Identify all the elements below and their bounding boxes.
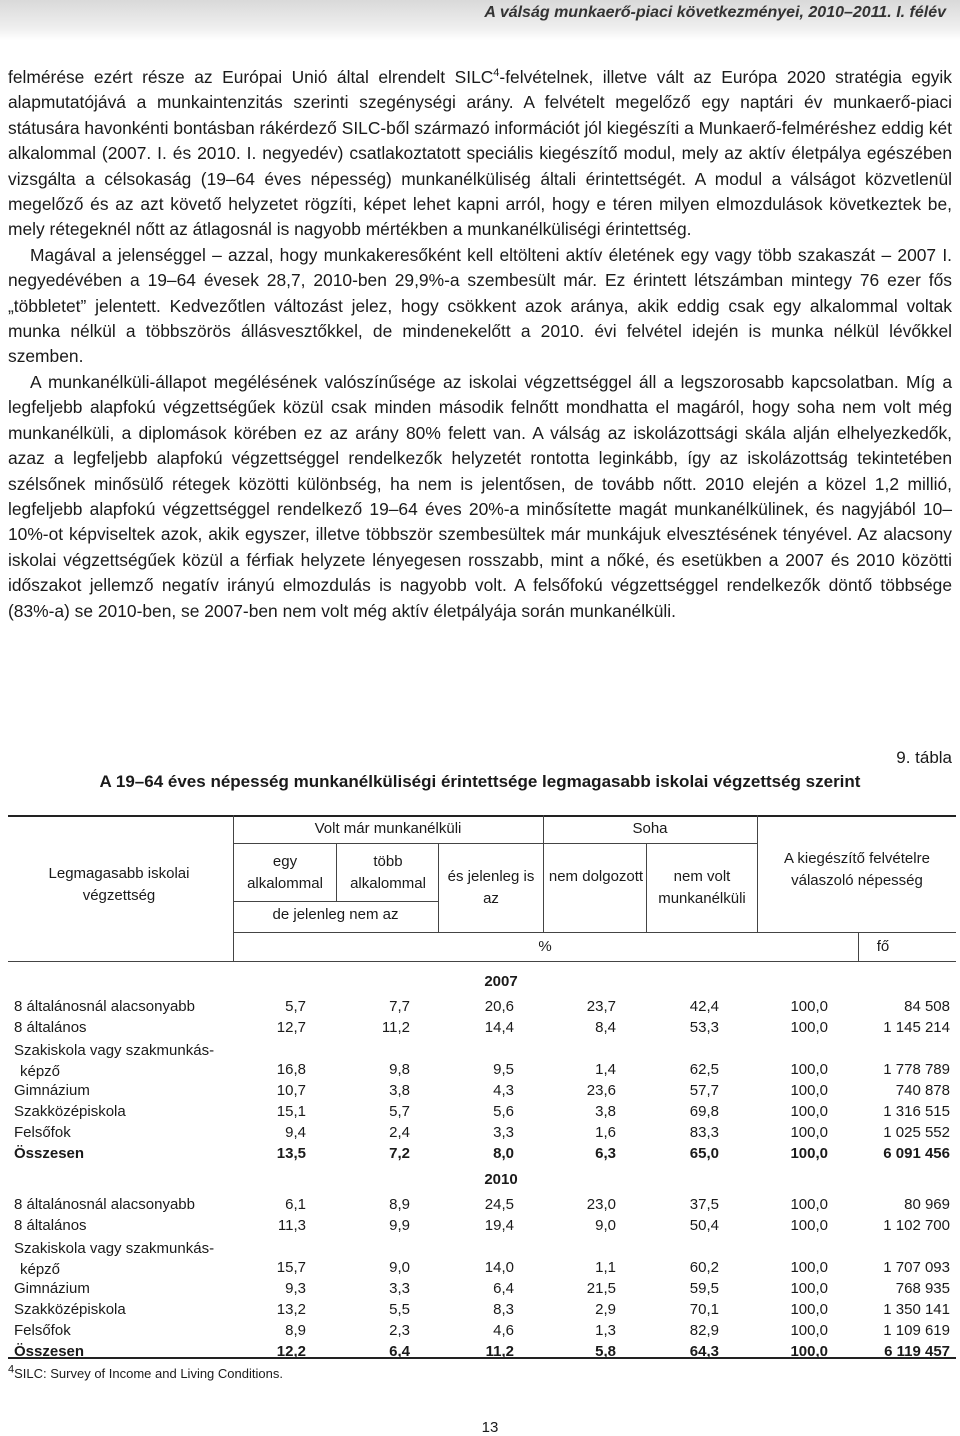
row-label: Összesen (14, 1145, 85, 1162)
table-cell: 14,4 (484, 1019, 514, 1036)
table-cell: 15,7 (276, 1259, 306, 1276)
table-cell: 100,0 (790, 1196, 828, 1213)
table-cell: 1 707 093 (883, 1259, 950, 1276)
year-label: 2007 (484, 973, 518, 990)
row-label: Szakiskola vagy szakmunkás- (14, 1240, 215, 1257)
table-cell: 100,0 (790, 1322, 828, 1339)
row-label-continued: képző (20, 1063, 61, 1080)
row-label: Felsőfok (14, 1124, 71, 1141)
footnote-mark: 4 (8, 1363, 15, 1376)
table-row (0, 1217, 960, 1238)
row-label: 8 általános (14, 1019, 87, 1036)
table-cell: 3,3 (493, 1124, 514, 1141)
header-unit-persons: fő (876, 938, 890, 955)
header-col-notwork: nem dolgozott (548, 868, 644, 885)
table-cell: 16,8 (276, 1061, 306, 1078)
table-cell: 100,0 (790, 1145, 828, 1162)
row-label: Gimnázium (14, 1280, 90, 1297)
header-divider (757, 815, 758, 932)
table-cell: 82,9 (689, 1322, 719, 1339)
header-col-now: és jelenleg is az (447, 868, 535, 907)
table-cell: 6,1 (285, 1196, 306, 1213)
table-cell: 5,6 (493, 1103, 514, 1120)
table-cell: 768 935 (895, 1280, 950, 1297)
table-cell: 5,7 (285, 998, 306, 1015)
table-cell: 100,0 (790, 1061, 828, 1078)
table-cell: 100,0 (790, 1280, 828, 1297)
table-cell: 9,9 (389, 1217, 410, 1234)
header-sub-not-now: de jelenleg nem az (272, 906, 399, 923)
footnote-text: SILC: Survey of Income and Living Conditions. (14, 1366, 283, 1381)
table-cell: 6,4 (493, 1280, 514, 1297)
paragraph-1-text: -felvételnek, illetve vált az Európa 2020 stratégia egyik alapmutatójává a munkaintenzitás szerinti szegénységi arány. A felvételt megelőző egy naptári év munkaerő-piaci státusára havonkénti bontásban rákérdező SILC-ből származó információt jól kiegészíti a Munkaerő-felméréshez eddig két alkalommal (2007. I. és 2010. I. negyedév) csatlakoztatott speciális kiegészítő modul, mely az aktív életpálya egészében vizsgálta a célsokaság (19–64 éves népesség) munkanélküliség általi érintettségét. A modul a válságot közvetlenül megelőző és az azt követő helyzetet rögzíti, képet lehet kapni arról, hogy e téren milyen elmozdulások következtek be, mely rétegeknél nőtt az átlagosnál is nagyobb mértékben a munkanélküliségi érintettség. (8, 67, 952, 240)
row-label: 8 általánosnál alacsonyabb (14, 1196, 195, 1213)
row-label: Gimnázium (14, 1082, 90, 1099)
table-cell: 19,4 (484, 1217, 514, 1234)
table-cell: 1,3 (595, 1322, 616, 1339)
table-cell: 9,4 (285, 1124, 306, 1141)
table-cell: 84 508 (904, 998, 950, 1015)
table-cell: 100,0 (790, 1259, 828, 1276)
table-cell: 12,7 (276, 1019, 306, 1036)
footnote (8, 1363, 283, 1381)
table-cell: 83,3 (689, 1124, 719, 1141)
table-cell: 11,2 (485, 1343, 514, 1360)
table-row (0, 1040, 960, 1082)
table-cell: 8,0 (493, 1145, 514, 1162)
table-cell: 80 969 (904, 1196, 950, 1213)
table-cell: 3,3 (389, 1280, 410, 1297)
year-label: 2010 (484, 1171, 518, 1188)
table-cell: 65,0 (689, 1145, 719, 1162)
table-title: A 19–64 éves népesség munkanélküliségi érintettsége legmagasabb iskolai végzettség szerint (99, 772, 861, 791)
table-cell: 6 091 456 (883, 1145, 950, 1162)
body-text (8, 65, 952, 624)
row-label: 8 általános (14, 1217, 87, 1234)
table-cell: 1 102 700 (883, 1217, 950, 1234)
table-number: 9. tábla (896, 748, 952, 767)
row-label-continued: képző (20, 1261, 61, 1278)
table-row (0, 1280, 960, 1301)
row-label: Összesen (14, 1343, 85, 1360)
paragraph-1-lead: felmérése ezért része az Európai Unió által elrendelt SILC (8, 67, 494, 87)
table-cell: 8,9 (285, 1322, 306, 1339)
table-cell: 7,7 (389, 998, 410, 1015)
table-cell: 100,0 (790, 998, 828, 1015)
table-cell: 15,1 (276, 1103, 306, 1120)
table-cell: 23,7 (586, 998, 616, 1015)
table-cell: 100,0 (790, 1082, 828, 1099)
table-cell: 60,2 (689, 1259, 719, 1276)
table-cell: 5,8 (595, 1343, 616, 1360)
table-cell: 11,3 (277, 1217, 306, 1234)
table-cell: 740 878 (895, 1082, 950, 1099)
table-cell: 13,5 (276, 1145, 306, 1162)
table-row (0, 998, 960, 1019)
row-label: Szakközépiskola (14, 1103, 126, 1120)
row-label: Szakiskola vagy szakmunkás- (14, 1042, 215, 1059)
header-group-never: Soha (632, 820, 668, 837)
table-cell: 3,8 (389, 1082, 410, 1099)
table-cell: 1 350 141 (883, 1301, 950, 1318)
table-row (0, 1145, 960, 1166)
table-cell: 6 119 457 (884, 1343, 950, 1360)
table-cell: 2,3 (389, 1322, 410, 1339)
table-cell: 21,5 (586, 1280, 616, 1297)
table-row (0, 1019, 960, 1040)
header-units-rule (233, 932, 956, 933)
table-row (0, 1238, 960, 1280)
row-label: Szakközépiskola (14, 1301, 126, 1318)
paragraph-1 (8, 65, 952, 243)
table-cell: 53,3 (689, 1019, 719, 1036)
header-col-notunemp: nem volt munkanélküli (658, 868, 746, 907)
table-cell: 1 778 789 (883, 1061, 950, 1078)
table-row (0, 1082, 960, 1103)
header-unit-pct: % (538, 938, 552, 955)
table-row (0, 1343, 960, 1364)
table-cell: 6,3 (595, 1145, 616, 1162)
table-cell: 5,5 (389, 1301, 410, 1318)
table-cell: 14,0 (484, 1259, 514, 1276)
table-cell: 8,4 (595, 1019, 616, 1036)
table-cell: 3,8 (595, 1103, 616, 1120)
table-cell: 70,1 (689, 1301, 719, 1318)
table-cell: 23,0 (586, 1196, 616, 1213)
table-cell: 100,0 (790, 1019, 828, 1036)
table-cell: 2,9 (595, 1301, 616, 1318)
table-bottom-rule (8, 1357, 956, 1359)
table-cell: 4,6 (493, 1322, 514, 1339)
table-cell: 1 025 552 (883, 1124, 950, 1141)
table-top-rule (8, 815, 956, 817)
table-cell: 1,1 (595, 1259, 616, 1276)
header-group-rule (233, 843, 757, 844)
table-cell: 59,5 (689, 1280, 719, 1297)
table-cell: 64,3 (689, 1343, 719, 1360)
table-cell: 24,5 (484, 1196, 514, 1213)
table-cell: 8,9 (389, 1196, 410, 1213)
table-cell: 1 145 214 (883, 1019, 950, 1036)
table-cell: 100,0 (790, 1301, 828, 1318)
row-label: 8 általánosnál alacsonyabb (14, 998, 195, 1015)
table-row (0, 1196, 960, 1217)
paragraph-2: Magával a jelenséggel – azzal, hogy munkakeresőként kell eltölteni aktív életének egy vagy több szakaszát – 2007 I. negyedévében a 19–64 évesek 28,7, 2010-ben 29,9%-a szembesült már. Ez érintett létszámban mintegy 76 ezer fős „többletet” jelentett. Kedvezőtlen változást jelez, hogy csökkent azok aránya, akik eddig csak egy alkalommal voltak munka nélkül a többszörös állásvesztőkkel, de mindenekelőtt a 2010. évi felvétel idején is munka nélkül lévőkkel szemben. (8, 244, 952, 367)
header-bottom-rule (8, 961, 956, 962)
table-cell: 2,4 (389, 1124, 410, 1141)
table-cell: 50,4 (689, 1217, 719, 1234)
table-cell: 1,6 (595, 1124, 616, 1141)
table-cell: 8,3 (493, 1301, 514, 1318)
table-row (0, 1124, 960, 1145)
table-cell: 69,8 (689, 1103, 719, 1120)
table-cell: 6,4 (389, 1343, 410, 1360)
table-cell: 1 109 619 (883, 1322, 950, 1339)
table-cell: 57,7 (689, 1082, 719, 1099)
running-header-title: A válság munkaerő-piaci következményei, 2010–2011. I. félév (484, 4, 946, 21)
table-cell: 13,2 (276, 1301, 306, 1318)
table-cell: 1,4 (595, 1061, 616, 1078)
table-cell: 9,0 (595, 1217, 616, 1234)
table-cell: 62,5 (689, 1061, 719, 1078)
table-cell: 7,2 (389, 1145, 410, 1162)
data-block-2010 (0, 1196, 960, 1364)
table-cell: 100,0 (790, 1217, 828, 1234)
table-cell: 37,5 (689, 1196, 719, 1213)
table-cell: 5,7 (389, 1103, 410, 1120)
table-cell: 11,2 (381, 1019, 410, 1036)
header-row-label: Legmagasabb iskolai végzettség (48, 865, 190, 904)
table-row (0, 1103, 960, 1124)
table-cell: 1 316 515 (883, 1103, 950, 1120)
table-cell: 42,4 (689, 998, 719, 1015)
table-cell: 4,3 (493, 1082, 514, 1099)
table-cell: 9,8 (389, 1061, 410, 1078)
paragraph-3: A munkanélküli-állapot megélésének valószínűsége az iskolai végzettséggel áll a legszorosabb kapcsolatban. Míg a legfeljebb alapfokú végzettségűek közül csak minden második felnőtt mondhatta el magáról, hogy soha nem volt még munkanélküli, a diplomások körében ez az arány 80% felett van. A válság az iskolázottsági skála alján elhelyezkedők, azaz a legfeljebb alapfokú végzettséggel rendelkezők helyzetét rontotta leginkább, így az iskolázottság tekintetében szélsőnek minősülő rétegek közötti különbség, ha nem is jelentősen, de tovább nőtt. 2010 elején a közel 1,2 millió, legfeljebb alapfokú végzettséggel rendelkező 19–64 éves 20%-a minősítette magát munkanélkülinek, és nagyjából 10–10%-ot képviseltek azok, akik egyszer, illetve többször szembesültek már munkájuk elvesztésének tényével. Az alacsony iskolai végzettségűek közül a férfiak helyzete lényegesen rosszabb, mint a nőké, és esetükben a 2007 és 2010 közötti időszakot jellemző negatív irányú elmozdulás is nagyobb volt. A felsőfokú végzettséggel rendelkezők döntő többsége (83%-a) se 2010-ben, se 2007-ben nem volt még aktív életpályája során munkanélküli. (8, 371, 952, 621)
header-col-multi: több alkalommal (350, 853, 426, 892)
table-cell: 100,0 (790, 1124, 828, 1141)
header-sub-rule (233, 901, 438, 902)
header-col-once: egy alkalommal (247, 853, 323, 892)
header-divider (336, 843, 337, 901)
table-cell: 100,0 (790, 1103, 828, 1120)
header-divider (646, 843, 647, 932)
header-col-total: A kiegészítő felvételre válaszoló népesség (784, 850, 930, 889)
table-row (0, 1322, 960, 1343)
table-cell: 20,6 (484, 998, 514, 1015)
footnote-ref: 4 (493, 67, 500, 80)
table-cell: 9,5 (493, 1061, 514, 1078)
table-cell: 10,7 (276, 1082, 306, 1099)
table-cell: 12,2 (276, 1343, 306, 1360)
table-cell: 100,0 (790, 1343, 828, 1360)
data-block-2007 (0, 998, 960, 1166)
table-cell: 9,3 (285, 1280, 306, 1297)
row-label: Felsőfok (14, 1322, 71, 1339)
header-group-already: Volt már munkanélküli (314, 820, 462, 837)
table-cell: 9,0 (389, 1259, 410, 1276)
table-row (0, 1301, 960, 1322)
running-header (0, 0, 960, 40)
page-number: 13 (481, 1419, 499, 1436)
table-cell: 23,6 (586, 1082, 616, 1099)
header-divider (438, 843, 439, 932)
